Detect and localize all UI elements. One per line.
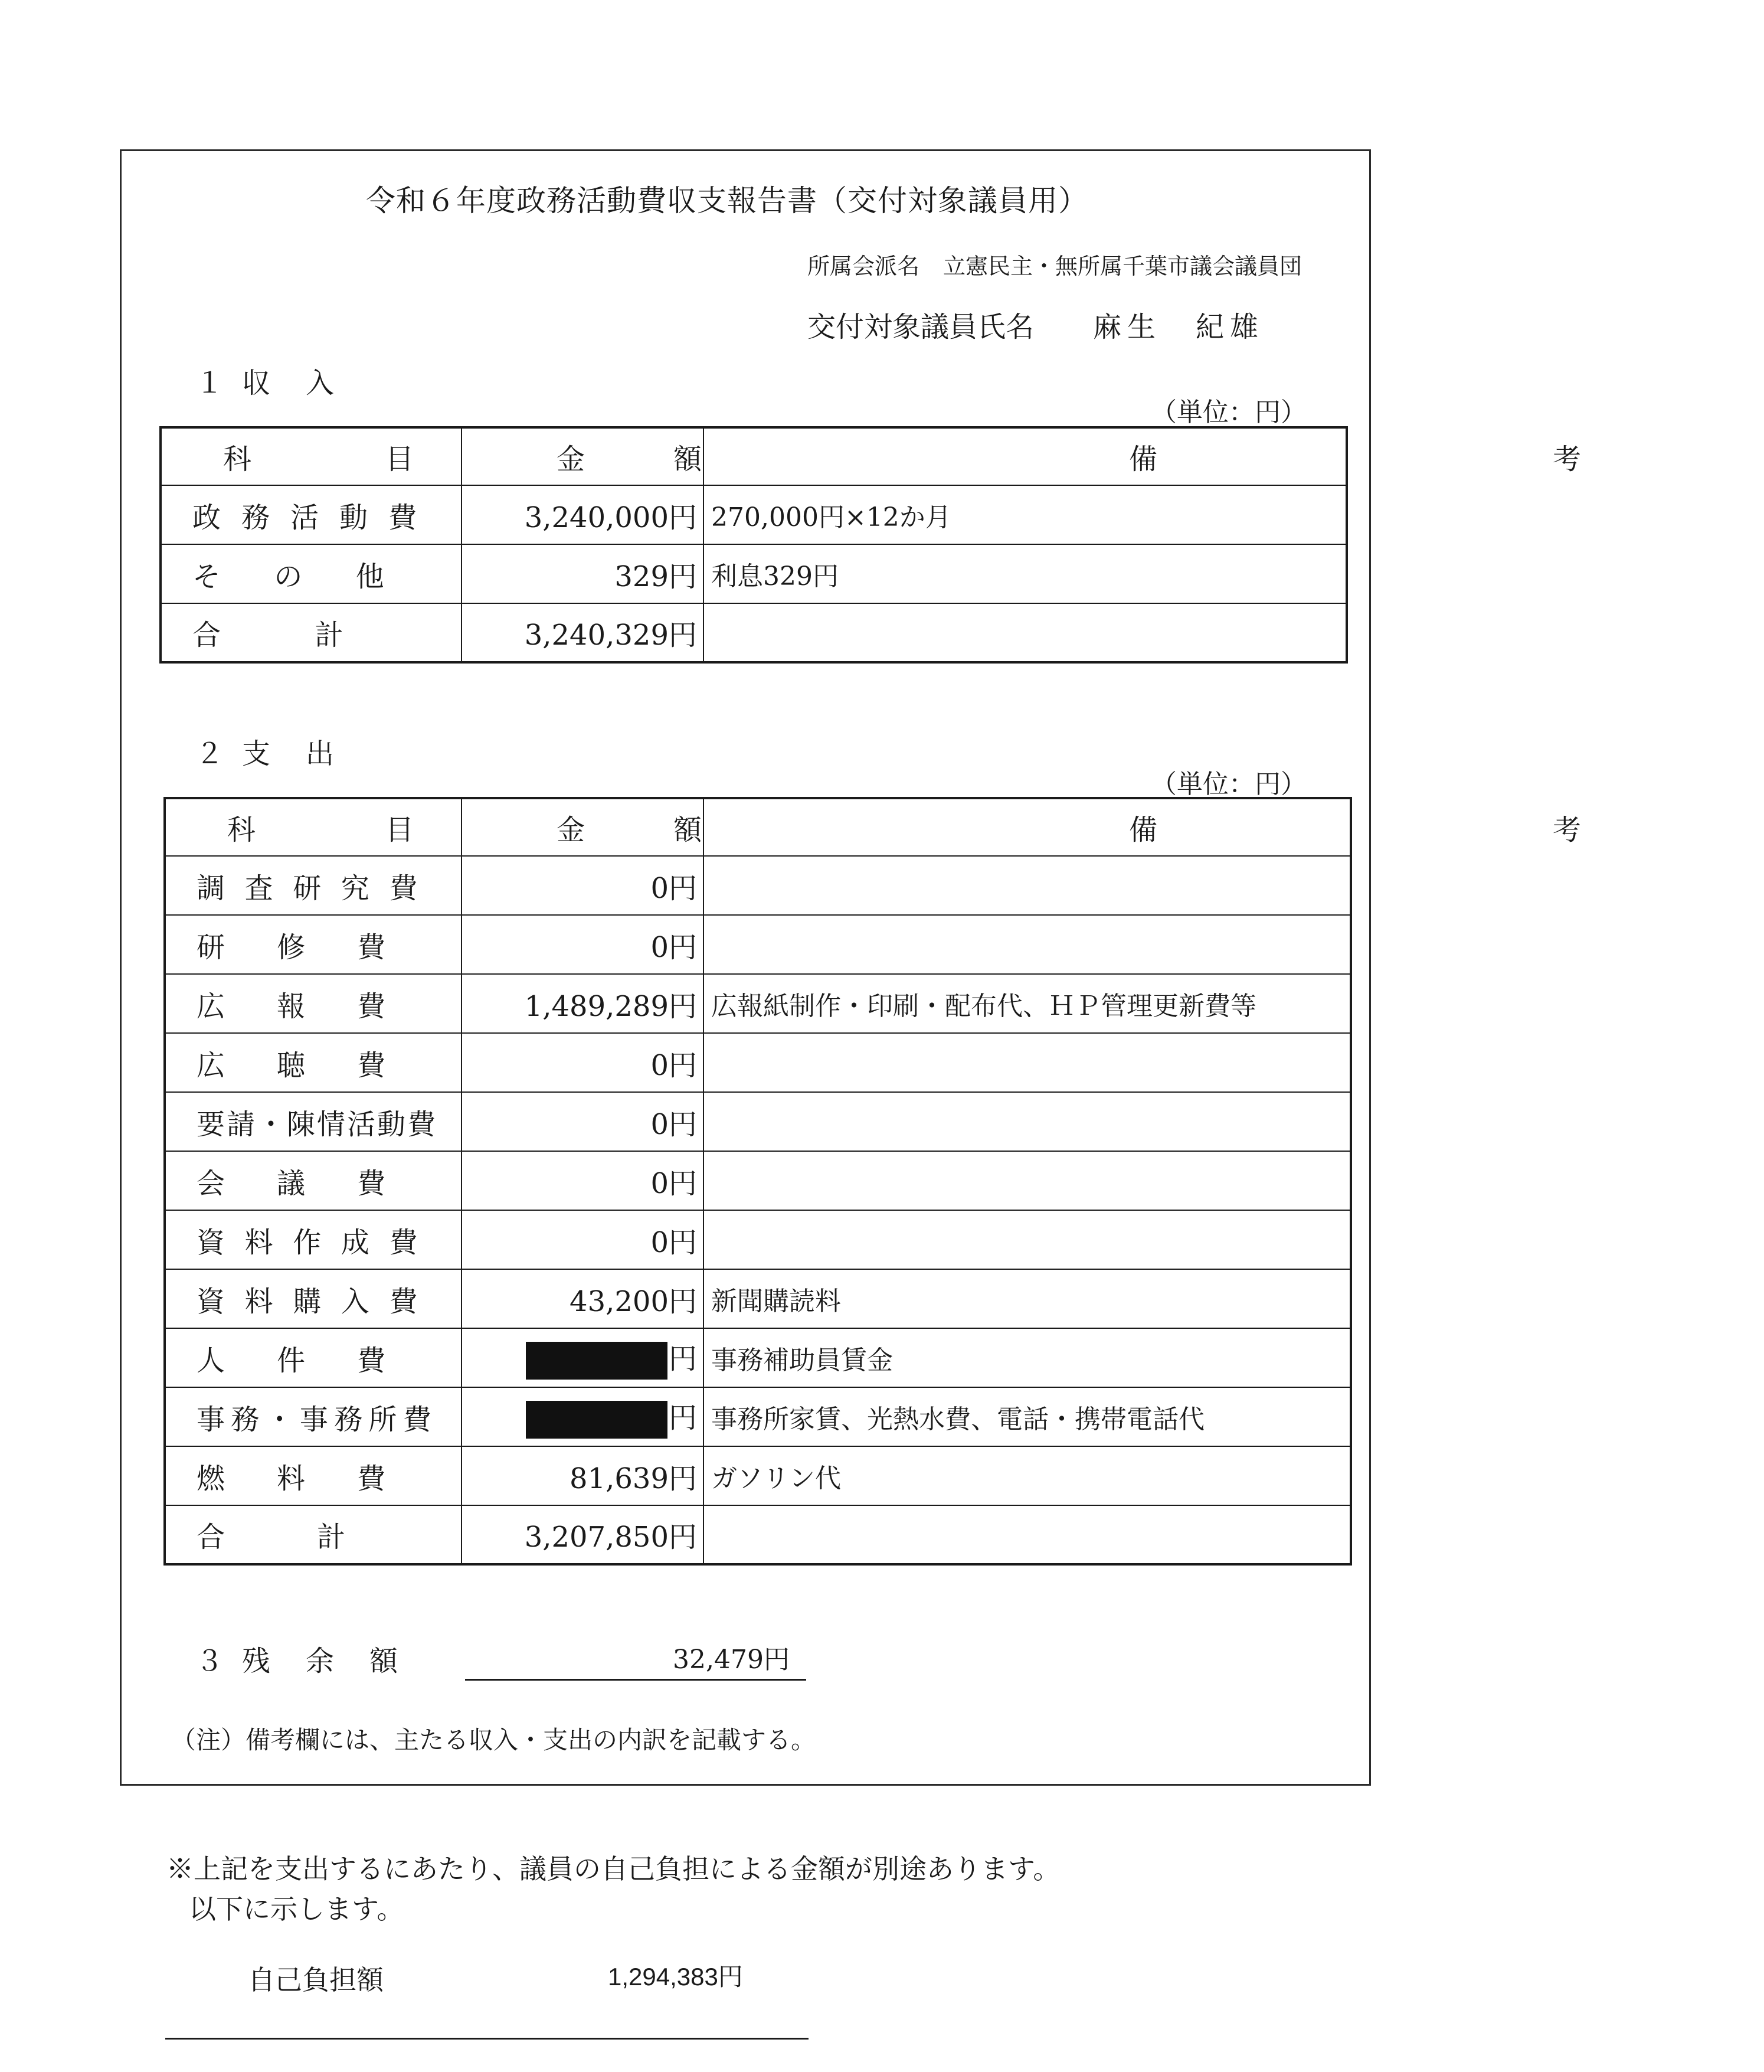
row-note: 利息329円 [703, 544, 1347, 603]
balance-label: 残余額 [242, 1645, 434, 1678]
row-note [703, 1092, 1351, 1151]
expense-header-row [165, 798, 1351, 856]
table-row [165, 974, 1351, 1033]
affiliation [807, 248, 1302, 280]
affiliation-label: 所属会派名 [807, 253, 920, 279]
row-subject [165, 974, 462, 1033]
table-row [165, 1210, 1351, 1269]
row-amount-value: 0円 [650, 1166, 697, 1200]
self-burden-label: 自己負担額 [248, 1964, 384, 1996]
row-note [703, 915, 1351, 974]
row-amount-value: 0円 [650, 1107, 697, 1141]
row-subject [165, 1210, 462, 1269]
row-subject-label: 燃 料 費 [197, 1462, 386, 1495]
row-subject-label: 資 料 作 成 費 [197, 1225, 418, 1259]
income-section-heading [177, 360, 369, 401]
income-header-note: 備 考 [703, 427, 1347, 485]
row-subject-label: 広 聴 費 [197, 1048, 386, 1082]
income-table [159, 426, 1582, 664]
row-subject [165, 1328, 462, 1387]
row-subject [165, 1387, 462, 1446]
row-amount [462, 1328, 703, 1387]
remark-line-1: ※上記を支出するにあたり、議員の自己負担による金額が別途あります。 [166, 1853, 1061, 1885]
balance-amount: 32,479円 [673, 1645, 790, 1675]
row-amount [462, 856, 703, 915]
row-subject [165, 1269, 462, 1328]
footnote: （注）備考欄には、主たる収入・支出の内訳を記載する。 [171, 1725, 816, 1754]
row-note [703, 856, 1351, 915]
income-header-subject: 科 目 [161, 427, 462, 485]
row-subject-label: 調 査 研 究 費 [197, 871, 418, 905]
row-note: 新聞購読料 [703, 1269, 1351, 1328]
table-row [165, 856, 1351, 915]
row-amount [462, 1092, 703, 1151]
redaction-block [526, 1342, 667, 1380]
row-amount-value: 43,200円 [570, 1285, 697, 1318]
row-subject [165, 1446, 462, 1505]
row-subject-label: 資 料 購 入 費 [197, 1285, 418, 1318]
row-subject-label: そ の 他 [192, 560, 384, 593]
row-amount [462, 1387, 703, 1446]
table-row [161, 485, 1347, 544]
row-subject-label: 研 修 費 [197, 930, 386, 964]
row-amount [462, 603, 703, 662]
row-subject-label: 人 件 費 [197, 1344, 386, 1377]
row-subject-label: 政 務 活 動 費 [192, 501, 417, 534]
row-subject [161, 544, 462, 603]
report-title: 令和６年度政務活動費収支報告書（交付対象議員用） [366, 184, 1088, 218]
row-note: 広報紙制作・印刷・配布代、ＨＰ管理更新費等 [703, 974, 1351, 1033]
table-row [165, 1505, 1351, 1564]
table-row [165, 1328, 1351, 1387]
row-amount [462, 915, 703, 974]
table-row [165, 1151, 1351, 1210]
table-row [161, 603, 1347, 662]
income-section-number: １ [195, 367, 224, 400]
balance-underline [465, 1679, 806, 1681]
income-header-amount: 金 額 [462, 427, 703, 485]
row-amount [462, 1210, 703, 1269]
row-subject [165, 1033, 462, 1092]
self-burden-amount: 1,294,383円 [608, 1963, 743, 1991]
row-subject [161, 603, 462, 662]
member-name [807, 304, 1264, 345]
row-note [703, 1210, 1351, 1269]
row-subject [165, 856, 462, 915]
row-amount [462, 1151, 703, 1210]
row-amount-value: 81,639円 [570, 1462, 697, 1495]
row-subject [161, 485, 462, 544]
member-value: 麻生 紀雄 [1093, 311, 1265, 344]
row-amount-value: 3,240,000円 [524, 501, 697, 534]
row-note [703, 603, 1347, 662]
row-note: 事務所家賃、光熱水費、電話・携帯電話代 [703, 1387, 1351, 1446]
row-amount-value: 3,240,329円 [524, 619, 697, 652]
row-note [703, 1033, 1351, 1092]
expense-header-subject: 科 目 [165, 798, 462, 856]
row-note: 事務補助員賃金 [703, 1328, 1351, 1387]
table-row [165, 915, 1351, 974]
expense-header-note: 備 考 [703, 798, 1351, 856]
row-amount [462, 1033, 703, 1092]
row-subject-label: 事 務 ・ 事 務 所 費 [197, 1403, 431, 1436]
row-subject-label: 要 請 ・ 陳 情 活 動 費 [197, 1107, 436, 1141]
row-subject-label: 合 計 [192, 619, 343, 652]
row-amount [462, 485, 703, 544]
expense-table [163, 797, 1582, 1566]
row-note [703, 1505, 1351, 1564]
row-amount [462, 1269, 703, 1328]
row-subject-label: 合 計 [197, 1521, 346, 1554]
row-amount-value: 円 [668, 1401, 697, 1434]
row-subject [165, 1151, 462, 1210]
row-amount [462, 544, 703, 603]
row-amount [462, 1505, 703, 1564]
table-row [165, 1092, 1351, 1151]
row-subject-label: 広 報 費 [197, 989, 386, 1023]
row-subject-label: 会 議 費 [197, 1166, 386, 1200]
table-row [165, 1387, 1351, 1446]
row-amount-value: 0円 [650, 930, 697, 964]
self-burden-underline [165, 2038, 809, 2040]
balance-section [177, 1638, 433, 1679]
row-note: 270,000円×12か月 [703, 485, 1347, 544]
row-subject [165, 915, 462, 974]
row-amount-value: 円 [668, 1342, 697, 1375]
row-subject [165, 1505, 462, 1564]
expense-section-heading [177, 731, 369, 772]
income-section-label: 収入 [242, 367, 370, 400]
table-row [165, 1033, 1351, 1092]
income-unit-label: （単位：円） [1151, 397, 1307, 427]
row-note: ガソリン代 [703, 1446, 1351, 1505]
row-amount-value: 0円 [650, 1048, 697, 1082]
row-amount [462, 974, 703, 1033]
row-subject [165, 1092, 462, 1151]
balance-section-number: ３ [195, 1645, 224, 1678]
remark-line-2: 以下に示します。 [189, 1893, 404, 1925]
row-amount [462, 1446, 703, 1505]
row-note [703, 1151, 1351, 1210]
row-amount-value: 0円 [650, 871, 697, 905]
expense-unit-label: （単位：円） [1151, 769, 1307, 799]
table-row [165, 1446, 1351, 1505]
table-row [161, 544, 1347, 603]
income-header-row [161, 427, 1347, 485]
table-row [165, 1269, 1351, 1328]
expense-section-number: ２ [195, 737, 224, 770]
row-amount-value: 1,489,289円 [524, 989, 697, 1023]
row-amount-value: 3,207,850円 [524, 1521, 697, 1554]
row-amount-value: 0円 [650, 1225, 697, 1259]
expense-section-label: 支出 [242, 737, 370, 770]
affiliation-value: 立憲民主・無所属千葉市議会議員団 [943, 253, 1302, 279]
row-amount-value: 329円 [614, 560, 697, 593]
redaction-block [526, 1401, 667, 1439]
member-label: 交付対象議員氏名 [807, 311, 1035, 344]
expense-header-amount: 金 額 [462, 798, 703, 856]
